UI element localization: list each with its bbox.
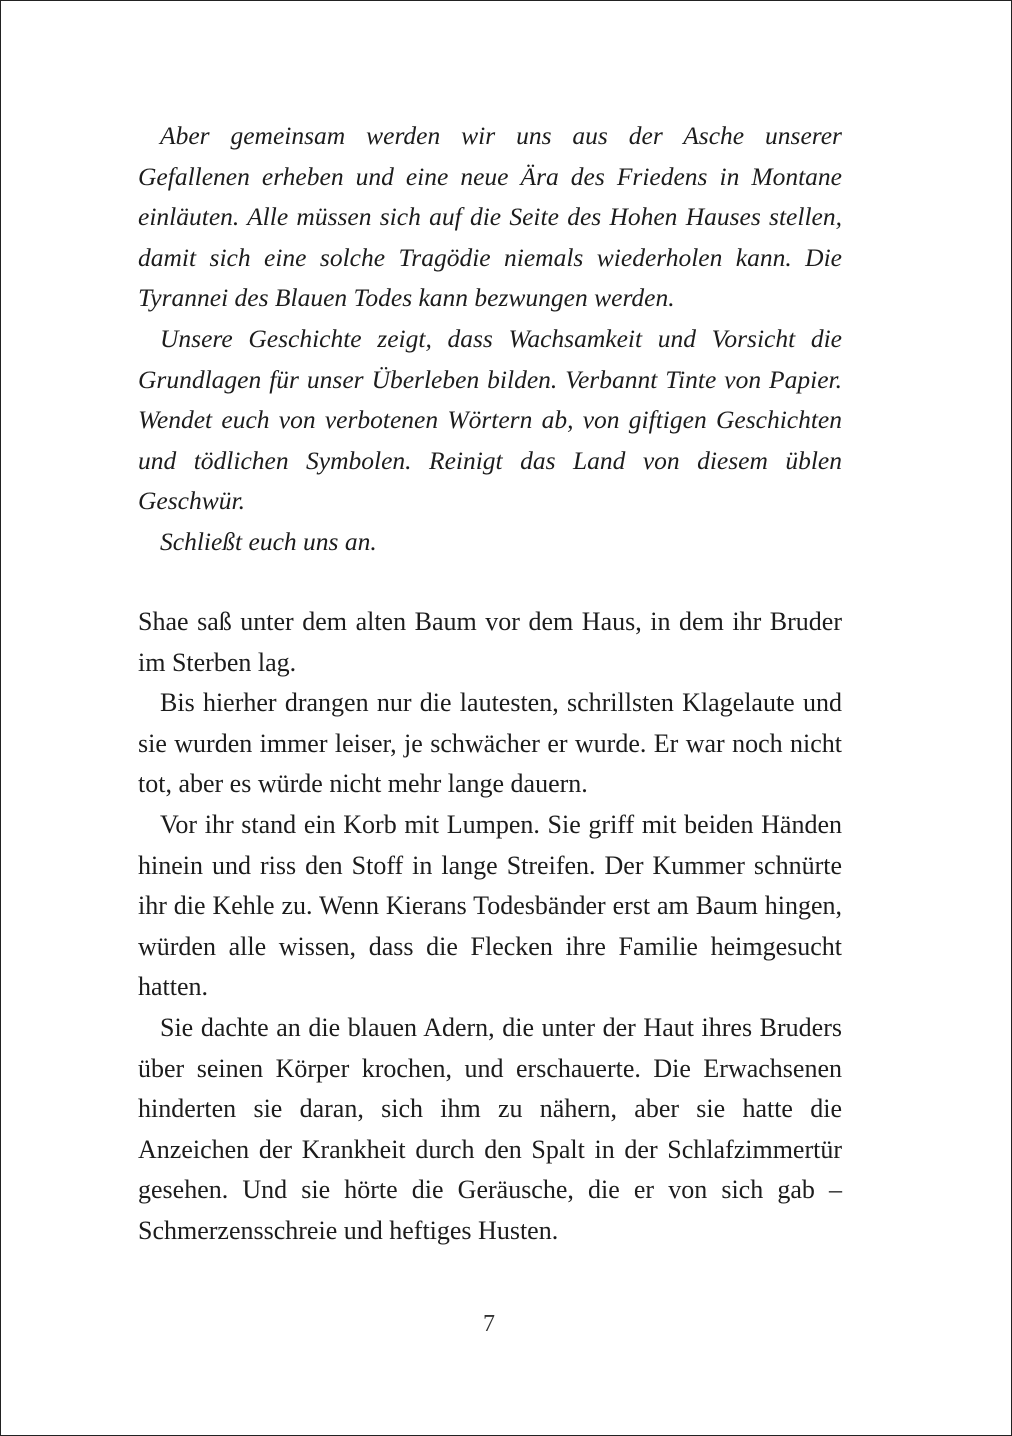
- body-paragraph: Shae saß unter dem alten Baum vor dem Haus, in dem ihr Bruder im Sterben lag.: [138, 607, 842, 677]
- epigraph-paragraph: Schließt euch uns an.: [160, 526, 377, 556]
- body-paragraph: Bis hierher drangen nur die lautesten, schrillsten Klagelaute und sie wurden immer leiser, je schwächer er wurde. Er war noch nicht tot, aber es würde nicht mehr lange dauern.: [138, 688, 842, 799]
- epigraph-block: [138, 116, 842, 563]
- page-number: 7: [483, 1311, 495, 1337]
- chapter-body: [138, 602, 842, 1252]
- epigraph-paragraph: Unsere Geschichte zeigt, dass Wachsamkeit und Vorsicht die Grundlagen für unser Überleben bilden. Verbannt Tinte von Papier. Wendet euch von verbotenen Wörtern ab, von giftigen Geschichten und tödlichen Symbolen. Reinigt das Land von diesem üblen Geschwür.: [138, 323, 842, 516]
- body-paragraph: Sie dachte an die blauen Adern, die unter der Haut ihres Bruders über seinen Körper krochen, und erschauerte. Die Erwachsenen hinderten sie daran, sich ihm zu nähern, aber sie hatte die Anzeichen der Krankheit durch den Spalt in der Schlafzimmertür gesehen. Und sie hörte die Geräusche, die er von sich gab – Schmerzensschreie und heftiges Husten.: [138, 1012, 842, 1245]
- body-paragraph: Vor ihr stand ein Korb mit Lumpen. Sie griff mit beiden Händen hinein und riss den Stoff in lange Streifen. Der Kummer schnürte ihr die Kehle zu. Wenn Kierans Todesbänder erst am Baum hingen, würden alle wissen, dass die Flecken ihre Familie heimgesucht hatten.: [138, 809, 842, 1002]
- epigraph-paragraph: Aber gemeinsam werden wir uns aus der Asche unserer Gefallenen erheben und eine neue Ära des Friedens in Montane einläuten. Alle müssen sich auf die Seite des Hohen Hauses stellen, damit sich eine solche Tragödie niemals wiederholen kann. Die Tyrannei des Blauen Todes kann bezwungen werden.: [138, 121, 842, 313]
